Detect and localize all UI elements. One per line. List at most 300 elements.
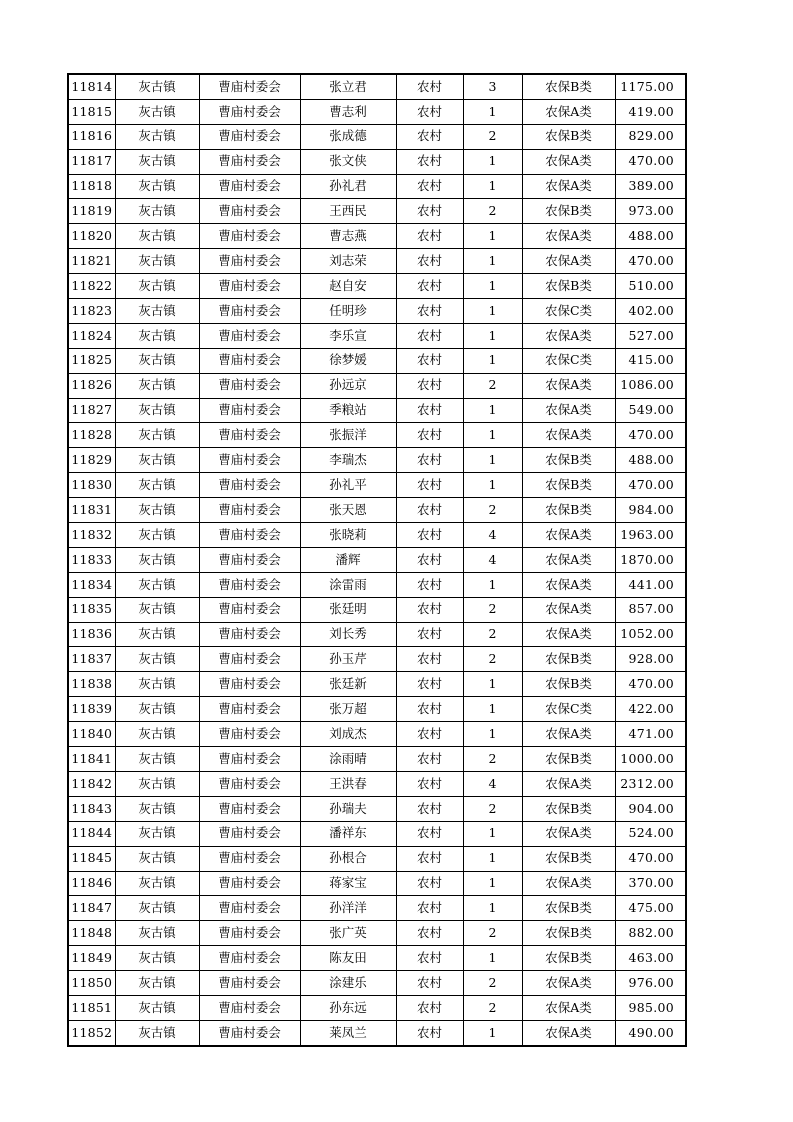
people-count-cell: 4 [463, 523, 522, 548]
people-count-cell: 1 [463, 274, 522, 299]
people-count-cell: 2 [463, 747, 522, 772]
insurance-category-cell: 农保B类 [522, 74, 615, 99]
record-number-cell: 11829 [68, 448, 115, 473]
record-number-cell: 11830 [68, 473, 115, 498]
household-type-cell: 农村 [396, 124, 463, 149]
town-cell: 灰古镇 [115, 498, 199, 523]
insurance-category-cell: 农保B类 [522, 199, 615, 224]
name-cell: 张廷新 [300, 672, 396, 697]
household-type-cell: 农村 [396, 871, 463, 896]
village-committee-cell: 曹庙村委会 [199, 921, 300, 946]
name-cell: 刘成杰 [300, 722, 396, 747]
insurance-category-cell: 农保A类 [522, 323, 615, 348]
town-cell: 灰古镇 [115, 249, 199, 274]
record-number-cell: 11844 [68, 821, 115, 846]
table-row [68, 74, 686, 99]
household-type-cell: 农村 [396, 149, 463, 174]
people-count-cell: 1 [463, 473, 522, 498]
village-committee-cell: 曹庙村委会 [199, 572, 300, 597]
amount-cell: 470.00 [615, 846, 686, 871]
people-count-cell: 4 [463, 547, 522, 572]
amount-cell: 829.00 [615, 124, 686, 149]
village-committee-cell: 曹庙村委会 [199, 946, 300, 971]
insurance-category-cell: 农保B类 [522, 946, 615, 971]
record-number-cell: 11832 [68, 523, 115, 548]
people-count-cell: 2 [463, 622, 522, 647]
table-row [68, 846, 686, 871]
name-cell: 季粮站 [300, 398, 396, 423]
village-committee-cell: 曹庙村委会 [199, 74, 300, 99]
people-count-cell: 2 [463, 796, 522, 821]
town-cell: 灰古镇 [115, 672, 199, 697]
household-type-cell: 农村 [396, 74, 463, 99]
table-row [68, 747, 686, 772]
record-number-cell: 11843 [68, 796, 115, 821]
people-count-cell: 1 [463, 1020, 522, 1045]
amount-cell: 389.00 [615, 174, 686, 199]
amount-cell: 470.00 [615, 149, 686, 174]
town-cell: 灰古镇 [115, 572, 199, 597]
town-cell: 灰古镇 [115, 722, 199, 747]
insurance-category-cell: 农保C类 [522, 348, 615, 373]
insurance-category-cell: 农保B类 [522, 846, 615, 871]
name-cell: 张天恩 [300, 498, 396, 523]
town-cell: 灰古镇 [115, 995, 199, 1020]
amount-cell: 510.00 [615, 274, 686, 299]
record-number-cell: 11822 [68, 274, 115, 299]
household-type-cell: 农村 [396, 323, 463, 348]
name-cell: 孙礼平 [300, 473, 396, 498]
insurance-category-cell: 农保A类 [522, 249, 615, 274]
household-type-cell: 农村 [396, 423, 463, 448]
record-number-cell: 11852 [68, 1020, 115, 1045]
town-cell: 灰古镇 [115, 821, 199, 846]
insurance-category-cell: 农保A类 [522, 224, 615, 249]
amount-cell: 370.00 [615, 871, 686, 896]
record-number-cell: 11825 [68, 348, 115, 373]
household-type-cell: 农村 [396, 448, 463, 473]
village-committee-cell: 曹庙村委会 [199, 398, 300, 423]
insurance-category-cell: 农保A类 [522, 871, 615, 896]
amount-cell: 985.00 [615, 995, 686, 1020]
village-committee-cell: 曹庙村委会 [199, 896, 300, 921]
village-committee-cell: 曹庙村委会 [199, 747, 300, 772]
table-body [68, 74, 686, 1046]
name-cell: 赵自安 [300, 274, 396, 299]
people-count-cell: 2 [463, 971, 522, 996]
town-cell: 灰古镇 [115, 174, 199, 199]
name-cell: 曹志利 [300, 99, 396, 124]
name-cell: 张振洋 [300, 423, 396, 448]
amount-cell: 2312.00 [615, 771, 686, 796]
people-count-cell: 1 [463, 149, 522, 174]
name-cell: 刘长秀 [300, 622, 396, 647]
household-type-cell: 农村 [396, 249, 463, 274]
household-type-cell: 农村 [396, 348, 463, 373]
name-cell: 涂雨晴 [300, 747, 396, 772]
people-count-cell: 1 [463, 572, 522, 597]
amount-cell: 857.00 [615, 597, 686, 622]
village-committee-cell: 曹庙村委会 [199, 99, 300, 124]
insurance-category-cell: 农保A类 [522, 398, 615, 423]
record-number-cell: 11838 [68, 672, 115, 697]
name-cell: 张万超 [300, 697, 396, 722]
record-number-cell: 11833 [68, 547, 115, 572]
name-cell: 刘志荣 [300, 249, 396, 274]
record-number-cell: 11841 [68, 747, 115, 772]
village-committee-cell: 曹庙村委会 [199, 846, 300, 871]
record-number-cell: 11850 [68, 971, 115, 996]
people-count-cell: 1 [463, 896, 522, 921]
table-row [68, 597, 686, 622]
village-committee-cell: 曹庙村委会 [199, 498, 300, 523]
town-cell: 灰古镇 [115, 523, 199, 548]
household-type-cell: 农村 [396, 771, 463, 796]
insurance-category-cell: 农保A类 [522, 622, 615, 647]
amount-cell: 415.00 [615, 348, 686, 373]
table-row [68, 448, 686, 473]
amount-cell: 471.00 [615, 722, 686, 747]
village-committee-cell: 曹庙村委会 [199, 473, 300, 498]
town-cell: 灰古镇 [115, 124, 199, 149]
record-number-cell: 11824 [68, 323, 115, 348]
insurance-category-cell: 农保B类 [522, 747, 615, 772]
town-cell: 灰古镇 [115, 74, 199, 99]
household-type-cell: 农村 [396, 722, 463, 747]
village-committee-cell: 曹庙村委会 [199, 124, 300, 149]
people-count-cell: 2 [463, 995, 522, 1020]
name-cell: 李瑞杰 [300, 448, 396, 473]
table-row [68, 523, 686, 548]
table-row [68, 323, 686, 348]
amount-cell: 402.00 [615, 299, 686, 324]
people-count-cell: 2 [463, 199, 522, 224]
household-type-cell: 农村 [396, 796, 463, 821]
amount-cell: 490.00 [615, 1020, 686, 1045]
household-type-cell: 农村 [396, 946, 463, 971]
town-cell: 灰古镇 [115, 871, 199, 896]
household-type-cell: 农村 [396, 622, 463, 647]
table-row [68, 249, 686, 274]
amount-cell: 463.00 [615, 946, 686, 971]
table-row [68, 299, 686, 324]
village-committee-cell: 曹庙村委会 [199, 523, 300, 548]
name-cell: 孙洋洋 [300, 896, 396, 921]
household-type-cell: 农村 [396, 572, 463, 597]
town-cell: 灰古镇 [115, 971, 199, 996]
people-count-cell: 1 [463, 224, 522, 249]
name-cell: 孙玉芹 [300, 647, 396, 672]
record-number-cell: 11821 [68, 249, 115, 274]
table-row [68, 348, 686, 373]
people-count-cell: 2 [463, 373, 522, 398]
village-committee-cell: 曹庙村委会 [199, 174, 300, 199]
table-row [68, 896, 686, 921]
insurance-category-cell: 农保C类 [522, 299, 615, 324]
people-count-cell: 1 [463, 946, 522, 971]
people-count-cell: 1 [463, 448, 522, 473]
table-row [68, 796, 686, 821]
insurance-category-cell: 农保C类 [522, 697, 615, 722]
village-committee-cell: 曹庙村委会 [199, 149, 300, 174]
name-cell: 王西民 [300, 199, 396, 224]
village-committee-cell: 曹庙村委会 [199, 622, 300, 647]
village-committee-cell: 曹庙村委会 [199, 796, 300, 821]
table-row [68, 672, 686, 697]
table-row [68, 722, 686, 747]
insurance-category-cell: 农保A类 [522, 572, 615, 597]
people-count-cell: 2 [463, 921, 522, 946]
name-cell: 陈友田 [300, 946, 396, 971]
town-cell: 灰古镇 [115, 647, 199, 672]
household-type-cell: 农村 [396, 299, 463, 324]
name-cell: 蒋家宝 [300, 871, 396, 896]
amount-cell: 882.00 [615, 921, 686, 946]
table-row [68, 199, 686, 224]
town-cell: 灰古镇 [115, 224, 199, 249]
people-count-cell: 1 [463, 722, 522, 747]
town-cell: 灰古镇 [115, 846, 199, 871]
village-committee-cell: 曹庙村委会 [199, 971, 300, 996]
table-row [68, 398, 686, 423]
table-row [68, 921, 686, 946]
insurance-category-cell: 农保A类 [522, 722, 615, 747]
table-row [68, 224, 686, 249]
insurance-category-cell: 农保A类 [522, 771, 615, 796]
amount-cell: 1052.00 [615, 622, 686, 647]
people-count-cell: 1 [463, 821, 522, 846]
household-type-cell: 农村 [396, 971, 463, 996]
people-count-cell: 1 [463, 846, 522, 871]
village-committee-cell: 曹庙村委会 [199, 771, 300, 796]
amount-cell: 976.00 [615, 971, 686, 996]
record-number-cell: 11826 [68, 373, 115, 398]
amount-cell: 984.00 [615, 498, 686, 523]
people-count-cell: 2 [463, 647, 522, 672]
village-committee-cell: 曹庙村委会 [199, 871, 300, 896]
table-row [68, 572, 686, 597]
amount-cell: 973.00 [615, 199, 686, 224]
name-cell: 张成德 [300, 124, 396, 149]
people-count-cell: 1 [463, 348, 522, 373]
record-number-cell: 11836 [68, 622, 115, 647]
village-committee-cell: 曹庙村委会 [199, 1020, 300, 1045]
name-cell: 张晓莉 [300, 523, 396, 548]
amount-cell: 470.00 [615, 423, 686, 448]
name-cell: 徐梦媛 [300, 348, 396, 373]
table-row [68, 473, 686, 498]
household-type-cell: 农村 [396, 896, 463, 921]
table-row [68, 821, 686, 846]
village-committee-cell: 曹庙村委会 [199, 199, 300, 224]
table-row [68, 99, 686, 124]
record-number-cell: 11835 [68, 597, 115, 622]
household-type-cell: 农村 [396, 747, 463, 772]
household-type-cell: 农村 [396, 697, 463, 722]
town-cell: 灰古镇 [115, 697, 199, 722]
name-cell: 孙根合 [300, 846, 396, 871]
village-committee-cell: 曹庙村委会 [199, 348, 300, 373]
town-cell: 灰古镇 [115, 99, 199, 124]
people-count-cell: 1 [463, 871, 522, 896]
household-type-cell: 农村 [396, 174, 463, 199]
people-count-cell: 1 [463, 672, 522, 697]
name-cell: 涂雷雨 [300, 572, 396, 597]
town-cell: 灰古镇 [115, 946, 199, 971]
people-count-cell: 1 [463, 174, 522, 199]
insurance-category-cell: 农保B类 [522, 647, 615, 672]
table-row [68, 622, 686, 647]
table-row [68, 274, 686, 299]
table-row [68, 647, 686, 672]
people-count-cell: 1 [463, 697, 522, 722]
household-type-cell: 农村 [396, 523, 463, 548]
record-number-cell: 11839 [68, 697, 115, 722]
name-cell: 张广英 [300, 921, 396, 946]
household-type-cell: 农村 [396, 398, 463, 423]
town-cell: 灰古镇 [115, 921, 199, 946]
people-count-cell: 2 [463, 597, 522, 622]
insurance-category-cell: 农保A类 [522, 523, 615, 548]
household-type-cell: 农村 [396, 274, 463, 299]
town-cell: 灰古镇 [115, 348, 199, 373]
record-number-cell: 11848 [68, 921, 115, 946]
insurance-category-cell: 农保A类 [522, 1020, 615, 1045]
insurance-category-cell: 农保A类 [522, 423, 615, 448]
household-type-cell: 农村 [396, 597, 463, 622]
people-count-cell: 1 [463, 99, 522, 124]
record-number-cell: 11842 [68, 771, 115, 796]
record-number-cell: 11845 [68, 846, 115, 871]
insurance-category-cell: 农保A类 [522, 174, 615, 199]
name-cell: 孙瑞夫 [300, 796, 396, 821]
people-count-cell: 1 [463, 323, 522, 348]
table-row [68, 697, 686, 722]
town-cell: 灰古镇 [115, 323, 199, 348]
village-committee-cell: 曹庙村委会 [199, 722, 300, 747]
household-type-cell: 农村 [396, 672, 463, 697]
amount-cell: 419.00 [615, 99, 686, 124]
household-type-cell: 农村 [396, 224, 463, 249]
people-count-cell: 3 [463, 74, 522, 99]
village-committee-cell: 曹庙村委会 [199, 323, 300, 348]
record-number-cell: 11834 [68, 572, 115, 597]
amount-cell: 488.00 [615, 448, 686, 473]
village-committee-cell: 曹庙村委会 [199, 299, 300, 324]
insurance-category-cell: 农保B类 [522, 448, 615, 473]
table-row [68, 547, 686, 572]
amount-cell: 475.00 [615, 896, 686, 921]
town-cell: 灰古镇 [115, 398, 199, 423]
amount-cell: 422.00 [615, 697, 686, 722]
insurance-category-cell: 农保B类 [522, 921, 615, 946]
village-committee-cell: 曹庙村委会 [199, 647, 300, 672]
table-row [68, 149, 686, 174]
record-number-cell: 11851 [68, 995, 115, 1020]
household-type-cell: 农村 [396, 647, 463, 672]
record-number-cell: 11840 [68, 722, 115, 747]
insurance-category-cell: 农保A类 [522, 597, 615, 622]
insurance-category-cell: 农保B类 [522, 896, 615, 921]
name-cell: 莱凤兰 [300, 1020, 396, 1045]
record-number-cell: 11818 [68, 174, 115, 199]
allowance-table [67, 73, 687, 1047]
people-count-cell: 4 [463, 771, 522, 796]
name-cell: 张文侠 [300, 149, 396, 174]
amount-cell: 470.00 [615, 249, 686, 274]
town-cell: 灰古镇 [115, 373, 199, 398]
table-row [68, 771, 686, 796]
name-cell: 李乐宣 [300, 323, 396, 348]
record-number-cell: 11817 [68, 149, 115, 174]
table-row [68, 174, 686, 199]
people-count-cell: 1 [463, 249, 522, 274]
amount-cell: 470.00 [615, 473, 686, 498]
village-committee-cell: 曹庙村委会 [199, 373, 300, 398]
amount-cell: 904.00 [615, 796, 686, 821]
name-cell: 潘辉 [300, 547, 396, 572]
insurance-category-cell: 农保A类 [522, 373, 615, 398]
insurance-category-cell: 农保A类 [522, 821, 615, 846]
amount-cell: 441.00 [615, 572, 686, 597]
table-row [68, 971, 686, 996]
village-committee-cell: 曹庙村委会 [199, 224, 300, 249]
people-count-cell: 2 [463, 498, 522, 523]
town-cell: 灰古镇 [115, 274, 199, 299]
name-cell: 王洪春 [300, 771, 396, 796]
name-cell: 张廷明 [300, 597, 396, 622]
insurance-category-cell: 农保A类 [522, 995, 615, 1020]
record-number-cell: 11849 [68, 946, 115, 971]
household-type-cell: 农村 [396, 473, 463, 498]
record-number-cell: 11819 [68, 199, 115, 224]
town-cell: 灰古镇 [115, 747, 199, 772]
table-row [68, 423, 686, 448]
name-cell: 涂建乐 [300, 971, 396, 996]
household-type-cell: 农村 [396, 373, 463, 398]
insurance-category-cell: 农保A类 [522, 149, 615, 174]
town-cell: 灰古镇 [115, 896, 199, 921]
insurance-category-cell: 农保B类 [522, 498, 615, 523]
household-type-cell: 农村 [396, 199, 463, 224]
household-type-cell: 农村 [396, 921, 463, 946]
name-cell: 孙远京 [300, 373, 396, 398]
amount-cell: 1175.00 [615, 74, 686, 99]
name-cell: 孙东远 [300, 995, 396, 1020]
record-number-cell: 11828 [68, 423, 115, 448]
town-cell: 灰古镇 [115, 199, 199, 224]
record-number-cell: 11847 [68, 896, 115, 921]
household-type-cell: 农村 [396, 995, 463, 1020]
town-cell: 灰古镇 [115, 473, 199, 498]
household-type-cell: 农村 [396, 498, 463, 523]
record-number-cell: 11816 [68, 124, 115, 149]
village-committee-cell: 曹庙村委会 [199, 249, 300, 274]
household-type-cell: 农村 [396, 1020, 463, 1045]
insurance-category-cell: 农保A类 [522, 971, 615, 996]
record-number-cell: 11823 [68, 299, 115, 324]
people-count-cell: 2 [463, 124, 522, 149]
amount-cell: 1086.00 [615, 373, 686, 398]
insurance-category-cell: 农保B类 [522, 124, 615, 149]
household-type-cell: 农村 [396, 821, 463, 846]
table-row [68, 946, 686, 971]
record-number-cell: 11846 [68, 871, 115, 896]
name-cell: 张立君 [300, 74, 396, 99]
name-cell: 潘祥东 [300, 821, 396, 846]
household-type-cell: 农村 [396, 547, 463, 572]
name-cell: 任明珍 [300, 299, 396, 324]
